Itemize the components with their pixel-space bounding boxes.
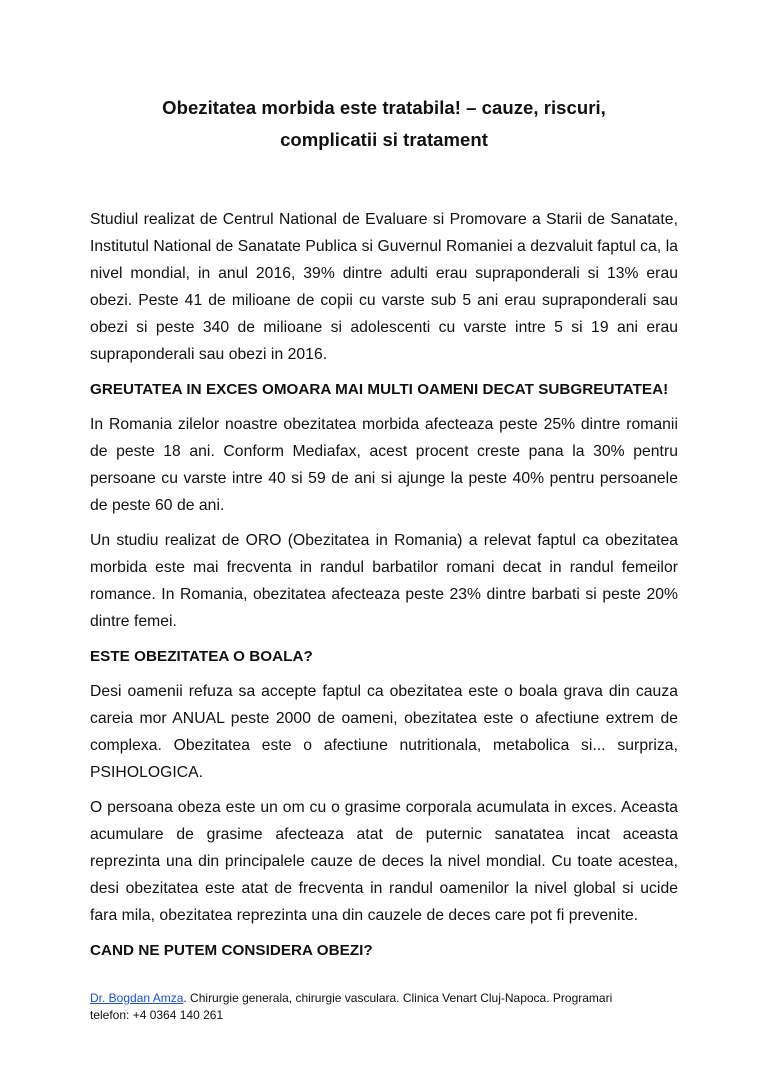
document-title	[90, 92, 678, 156]
document-body	[90, 206, 678, 972]
section-heading-excess-weight: GREUTATEA IN EXCES OMOARA MAI MULTI OAMENI DECAT SUBGREUTATEA!	[90, 381, 669, 398]
page-footer	[90, 990, 678, 1024]
title-line-1: Obezitatea morbida este tratabila! – cauze, riscuri,	[162, 97, 606, 118]
doctor-link[interactable]: Dr. Bogdan Amza	[90, 991, 184, 1005]
paragraph-obese-person: O persoana obeza este un om cu o grasime corporala acumulata in exces. Aceasta acumulare de grasime afecteaza atat de puternic sanatatea incat aceasta reprezinta una din principalele cauze de deces la nivel mondial. Cu toate acestea, desi obezitatea este atat de frecventa in randul oamenilor la nivel global si ucide fara mila, obezitatea reprezinta una din cauzele de deces care pot fi prevenite.	[90, 799, 678, 924]
title-line-2: complicatii si tratament	[280, 129, 488, 150]
paragraph-study-intro: Studiul realizat de Centrul National de Evaluare si Promovare a Starii de Sanatate, Institutul National de Sanatate Publica si Guvernul Romaniei a dezvaluit faptul ca, la nivel mondial, in anul 2016, 39% dintre adulti erau supraponderali si 13% erau obezi. Peste 41 de milioane de copii cu varste sub 5 ani erau supraponderali sau obezi si peste 340 de milioane si adolescenti cu varste intre 5 si 19 ani erau supraponderali sau obezi in 2016.	[90, 211, 678, 363]
footer-line-1	[90, 990, 678, 1007]
section-heading-is-obesity-disease: ESTE OBEZITATEA O BOALA?	[90, 648, 313, 665]
section-heading-when-obese: CAND NE PUTEM CONSIDERA OBEZI?	[90, 942, 373, 959]
paragraph-oro-study: Un studiu realizat de ORO (Obezitatea in Romania) a relevat faptul ca obezitatea morbida este mai frecventa in randul barbatilor romani decat in randul femeilor romance. In Romania, obezitatea afecteaza peste 23% dintre barbati si peste 20% dintre femei.	[90, 532, 678, 630]
footer-phone: telefon: +4 0364 140 261	[90, 1008, 224, 1022]
paragraph-romania-statistics: In Romania zilelor noastre obezitatea morbida afecteaza peste 25% dintre romanii de peste 18 ani. Conform Mediafax, acest procent creste pana la 30% pentru persoane cu varste intre 40 si 59 de ani si ajunge la peste 40% pentru persoanele de peste 60 de ani.	[90, 416, 678, 514]
footer-clinic-text: . Chirurgie generala, chirurgie vasculara. Clinica Venart Cluj-Napoca. Programari	[183, 991, 613, 1005]
paragraph-obesity-complex: Desi oamenii refuza sa accepte faptul ca obezitatea este o boala grava din cauza careia mor ANUAL peste 2000 de oameni, obezitatea este o afectiune extrem de complexa. Obezitatea este o afectiune nutritionala, metabolica si... surpriza, PSIHOLOGICA.	[90, 683, 678, 781]
